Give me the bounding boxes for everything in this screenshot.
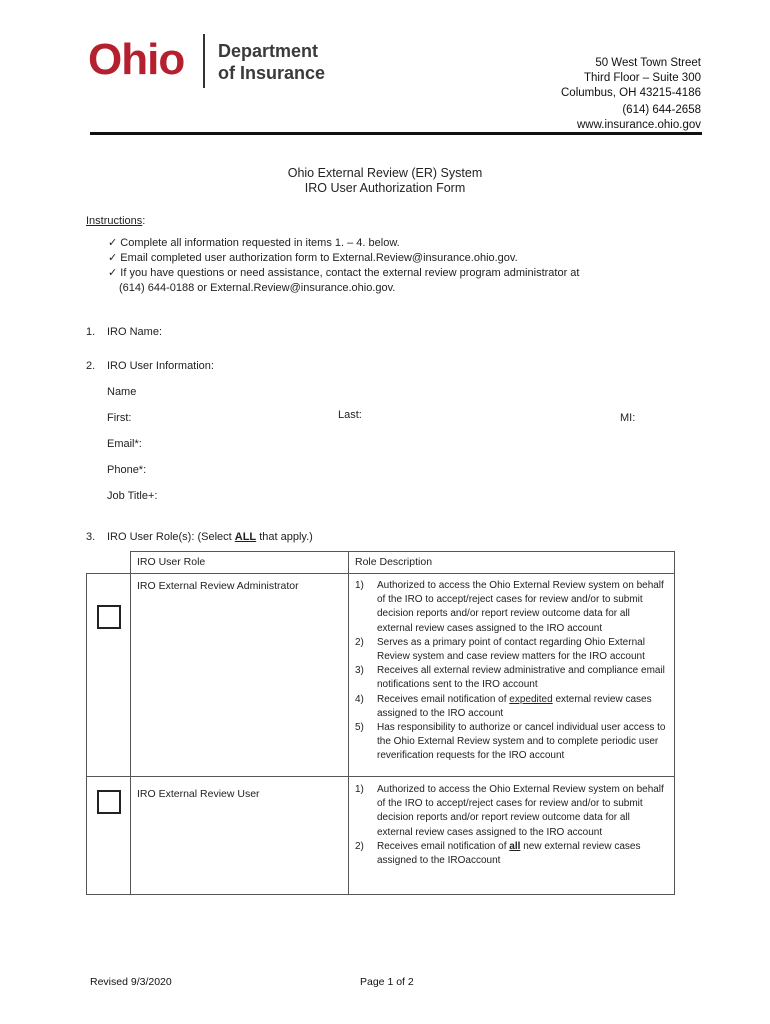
item-number: 3) xyxy=(355,665,364,677)
list-item xyxy=(353,721,668,764)
user-role-label xyxy=(107,530,313,544)
roles-table-header xyxy=(87,552,675,574)
item-number: 5) xyxy=(355,722,364,734)
item-text: Has responsibility to authorize or cancel individual user access to the Ohio External Review system and to complete periodic user reverification requests for the IRO account xyxy=(377,722,666,762)
table-row xyxy=(87,777,675,895)
department-line1: Department xyxy=(218,41,319,61)
section2-number: 2. xyxy=(86,360,96,372)
item-text-pre: Receives email notification of xyxy=(377,693,510,705)
header-rule xyxy=(90,132,702,135)
instructions-heading-colon: : xyxy=(142,215,146,227)
item-text-pre: Receives email notification of xyxy=(377,840,510,852)
instructions-heading-text: Instructions xyxy=(86,215,143,227)
instruction-text: Complete all information requested in items 1. – 4. below. xyxy=(120,237,400,249)
table-row xyxy=(87,574,675,777)
phone-field[interactable]: Phone*: xyxy=(107,464,147,476)
description-list xyxy=(353,783,668,868)
role-description-cell xyxy=(349,777,675,895)
user-info-label: IRO User Information: xyxy=(107,360,214,372)
title-line1: Ohio External Review (ER) System xyxy=(287,166,483,180)
department-line2: of Insurance xyxy=(218,63,326,83)
header-blank-cell xyxy=(87,552,131,574)
roles-table xyxy=(86,551,675,895)
user-role-label-post: that apply.) xyxy=(256,531,313,543)
item-text: Authorized to access the Ohio External Review system on behalf of the IRO to accept/reject cases for review and/or to submit decision reports and/or report review outcome data for all external review cases assigned to the IRO account xyxy=(377,580,664,634)
item-text-emphasis: expedited xyxy=(509,693,553,705)
item-text-emphasis: all xyxy=(509,840,521,852)
item-number: 1) xyxy=(355,580,364,591)
role-administrator: IRO External Review Administrator xyxy=(131,574,349,777)
department-name xyxy=(218,40,325,84)
item-number: 2) xyxy=(355,636,364,648)
checkbox-cell xyxy=(87,777,131,895)
instruction-item xyxy=(108,236,400,250)
phone-number: (614) 644-2658 xyxy=(622,104,701,116)
form-title xyxy=(0,166,770,196)
list-item xyxy=(353,636,668,664)
item-text: Authorized to access the Ohio External Review system on behalf of the IRO to accept/reject cases for review and/or to submit decision reports and/or report review outcome data for all external review cases assigned to the IRO account xyxy=(377,784,664,838)
last-name-field[interactable]: Last: xyxy=(338,409,362,421)
administrator-checkbox[interactable] xyxy=(97,605,121,629)
address-city: Columbus, OH 43215-4186 xyxy=(561,87,701,99)
instruction-item xyxy=(108,266,579,280)
item-number: 2) xyxy=(355,840,364,852)
section1-number: 1. xyxy=(86,326,96,338)
address-street: 50 West Town Street xyxy=(595,57,701,69)
job-title-field[interactable]: Job Title+: xyxy=(107,490,158,502)
name-label: Name xyxy=(107,386,137,398)
middle-initial-field[interactable]: MI: xyxy=(620,412,636,424)
item-number: 1) xyxy=(355,784,364,795)
checkmark-icon: ✓ xyxy=(108,266,118,279)
section3-number: 3. xyxy=(86,531,96,543)
list-item xyxy=(353,579,668,636)
item-text: Serves as a primary point of contact regarding Ohio External Review system and case review matters for the IRO account xyxy=(377,636,645,663)
ohio-logo: Ohio xyxy=(88,35,185,84)
address-floor: Third Floor – Suite 300 xyxy=(584,72,701,84)
instruction-item xyxy=(108,251,518,265)
list-item xyxy=(353,693,668,721)
instruction-text: If you have questions or need assistance, contact the external review program administrator at xyxy=(120,267,580,279)
logo-divider xyxy=(203,34,205,88)
item-text-post: external review cases assigned to the IRO account xyxy=(377,693,652,719)
role-description-cell xyxy=(349,574,675,777)
user-role-label-all: ALL xyxy=(234,531,257,543)
description-list xyxy=(353,579,668,764)
first-name-field[interactable]: First: xyxy=(107,412,132,424)
website-link[interactable]: www.insurance.ohio.gov xyxy=(576,119,701,131)
email-field[interactable]: Email*: xyxy=(107,438,142,450)
col-desc-header: Role Description xyxy=(349,552,675,574)
revised-date: Revised 9/3/2020 xyxy=(90,976,172,988)
list-item xyxy=(353,664,668,692)
address-block xyxy=(561,56,701,133)
instruction-text: Email completed user authorization form to External.Review@insurance.ohio.gov. xyxy=(120,252,518,264)
list-item xyxy=(353,783,668,840)
user-checkbox[interactable] xyxy=(97,790,121,814)
checkbox-cell xyxy=(87,574,131,777)
role-user: IRO External Review User xyxy=(131,777,349,895)
instruction-continuation: (614) 644-0188 or External.Review@insurance.ohio.gov. xyxy=(119,282,396,294)
item-text: Receives all external review administrative and compliance email notifications sent to the IRO account xyxy=(377,665,665,691)
title-line2: IRO User Authorization Form xyxy=(304,181,466,195)
col-role-header: IRO User Role xyxy=(131,552,349,574)
user-role-label-pre: IRO User Role(s): (Select xyxy=(107,531,235,543)
iro-name-label: IRO Name: xyxy=(107,326,163,338)
page-number: Page 1 of 2 xyxy=(360,976,414,988)
checkmark-icon: ✓ xyxy=(108,251,118,264)
checkmark-icon: ✓ xyxy=(108,236,118,249)
instructions-heading xyxy=(86,214,145,228)
list-item xyxy=(353,840,668,868)
item-text-post: new external review cases assigned to the IROaccount xyxy=(377,840,641,867)
item-number: 4) xyxy=(355,693,364,705)
